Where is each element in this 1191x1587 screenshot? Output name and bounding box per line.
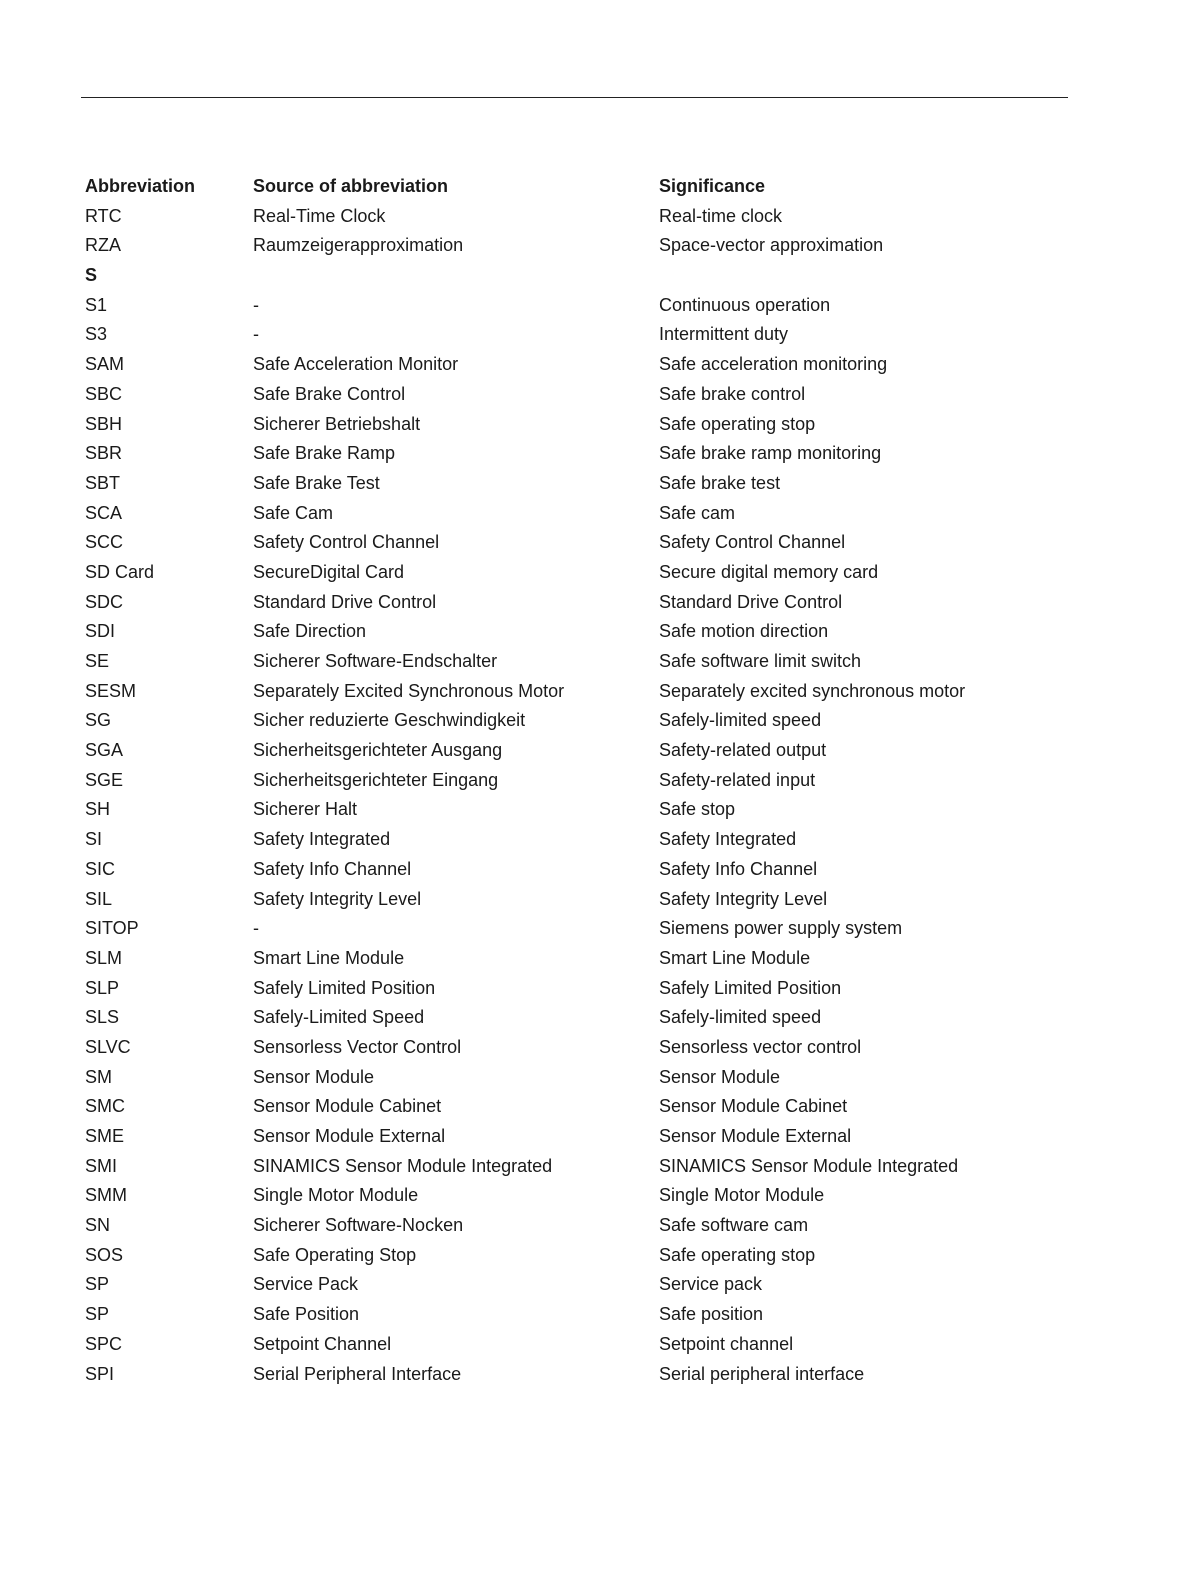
source-cell: Safe Operating Stop xyxy=(253,1244,417,1265)
source-cell: Raumzeigerapproximation xyxy=(253,235,464,256)
abbreviation-cell: SLS xyxy=(85,1007,120,1028)
table-row xyxy=(85,350,1085,380)
source-cell: Safely Limited Position xyxy=(253,977,436,998)
significance-cell: Real-time clock xyxy=(659,205,783,226)
source-cell: Safety Control Channel xyxy=(253,532,440,553)
source-cell: Safety Integrity Level xyxy=(253,888,422,909)
table-row xyxy=(85,320,1085,350)
source-cell: SecureDigital Card xyxy=(253,561,405,582)
table-row xyxy=(85,410,1085,440)
significance-cell: Sensorless vector control xyxy=(659,1036,862,1057)
abbreviation-cell: SMM xyxy=(85,1185,127,1206)
abbreviation-cell: SP xyxy=(85,1304,110,1325)
source-cell: Safe Brake Control xyxy=(253,383,406,404)
abbreviation-cell: SPC xyxy=(85,1333,123,1354)
table-row xyxy=(85,1063,1085,1093)
abbreviation-cell: SBR xyxy=(85,443,123,464)
table-row xyxy=(85,202,1085,232)
source-cell: Sicher reduzierte Geschwindigkeit xyxy=(253,710,526,731)
table-row xyxy=(85,528,1085,558)
header-source: Source of abbreviation xyxy=(253,176,449,196)
significance-cell: Space-vector approximation xyxy=(659,235,884,256)
table-row xyxy=(85,855,1085,885)
abbreviation-cell: SP xyxy=(85,1274,110,1295)
source-cell: Sicherer Software-Nocken xyxy=(253,1215,464,1236)
abbreviation-cell: SITOP xyxy=(85,918,139,939)
abbreviation-cell: SBH xyxy=(85,413,123,434)
significance-cell: Safe software limit switch xyxy=(659,651,862,671)
source-cell: SINAMICS Sensor Module Integrated xyxy=(253,1155,553,1176)
table-row xyxy=(85,1122,1085,1152)
significance-cell: Safe acceleration monitoring xyxy=(659,354,888,375)
significance-cell: Safely Limited Position xyxy=(659,977,842,998)
table-row xyxy=(85,558,1085,588)
source-cell: Safely-Limited Speed xyxy=(253,1007,425,1028)
significance-cell: Safe stop xyxy=(659,799,736,820)
source-cell: - xyxy=(253,918,259,939)
abbreviation-cell: SG xyxy=(85,710,112,731)
source-cell: Safe Brake Test xyxy=(253,472,380,493)
abbreviation-cell: SME xyxy=(85,1126,125,1146)
table-row xyxy=(85,1092,1085,1122)
significance-cell: Safe position xyxy=(659,1304,764,1325)
abbreviation-cell: RTC xyxy=(85,205,122,226)
abbreviation-cell: SIL xyxy=(85,888,113,909)
abbreviation-cell: S xyxy=(85,265,98,286)
table-row xyxy=(85,291,1085,321)
source-cell: Sensor Module External xyxy=(253,1126,446,1146)
abbreviation-cell: SOS xyxy=(85,1244,124,1265)
table-row xyxy=(85,499,1085,529)
table-row xyxy=(85,736,1085,766)
significance-cell: Safety Integrated xyxy=(659,829,797,850)
table-row xyxy=(85,1330,1085,1360)
source-cell: Sensor Module xyxy=(253,1066,375,1087)
abbreviation-cell: SI xyxy=(85,829,103,850)
significance-cell: SINAMICS Sensor Module Integrated xyxy=(659,1155,959,1176)
abbreviation-cell: SPI xyxy=(85,1363,115,1384)
source-cell: Safe Position xyxy=(253,1304,360,1325)
significance-cell: Safety Info Channel xyxy=(659,858,818,879)
table-row xyxy=(85,974,1085,1004)
significance-cell: Safety Integrity Level xyxy=(659,888,828,909)
significance-cell: Secure digital memory card xyxy=(659,561,879,582)
source-cell: Safety Integrated xyxy=(253,829,391,850)
table-row xyxy=(85,1270,1085,1300)
source-cell: Serial Peripheral Interface xyxy=(253,1363,462,1384)
source-cell: Safe Brake Ramp xyxy=(253,443,396,464)
significance-cell: Sensor Module External xyxy=(659,1126,852,1146)
source-cell: Single Motor Module xyxy=(253,1185,419,1206)
significance-cell: Safety-related input xyxy=(659,769,816,790)
abbreviation-cell: SBC xyxy=(85,383,123,404)
significance-cell: Safe motion direction xyxy=(659,621,829,642)
significance-cell: Safe operating stop xyxy=(659,1244,816,1265)
abbreviation-cell: SMI xyxy=(85,1155,118,1176)
significance-cell: Single Motor Module xyxy=(659,1185,825,1206)
table-row xyxy=(85,647,1085,677)
significance-cell: Safe brake test xyxy=(659,472,781,493)
abbreviation-cell: SLP xyxy=(85,977,120,998)
significance-cell: Sensor Module Cabinet xyxy=(659,1096,848,1117)
abbreviation-cell: SE xyxy=(85,651,110,671)
abbreviation-cell: SH xyxy=(85,799,111,820)
abbreviation-cell: SESM xyxy=(85,680,137,701)
source-cell: Sensor Module Cabinet xyxy=(253,1096,442,1117)
table-row xyxy=(85,1211,1085,1241)
significance-cell: Safely-limited speed xyxy=(659,1007,822,1028)
table-row xyxy=(85,380,1085,410)
source-cell: Safe Cam xyxy=(253,502,334,523)
significance-cell: Safety Control Channel xyxy=(659,532,846,553)
table-row xyxy=(85,1241,1085,1271)
significance-cell: Safe software cam xyxy=(659,1215,809,1236)
source-cell: Sensorless Vector Control xyxy=(253,1036,462,1057)
abbreviation-cell: SD Card xyxy=(85,561,155,582)
source-cell: Safe Acceleration Monitor xyxy=(253,354,459,375)
significance-cell: Setpoint channel xyxy=(659,1333,794,1354)
abbreviation-cell: SMC xyxy=(85,1096,125,1117)
abbreviation-cell: SGA xyxy=(85,740,124,761)
significance-cell: Intermittent duty xyxy=(659,324,789,345)
abbreviation-cell: S3 xyxy=(85,324,108,345)
section-letter-row xyxy=(85,261,1085,291)
source-cell: Standard Drive Control xyxy=(253,591,437,612)
table-row xyxy=(85,1360,1085,1390)
table-row xyxy=(85,914,1085,944)
abbreviation-cell: SLVC xyxy=(85,1036,131,1057)
table-body xyxy=(85,202,1085,1390)
source-cell: - xyxy=(253,294,259,315)
significance-cell: Safe brake ramp monitoring xyxy=(659,443,882,464)
table-row xyxy=(85,706,1085,736)
abbreviation-cell: SCC xyxy=(85,532,124,553)
significance-cell: Service pack xyxy=(659,1274,763,1295)
significance-cell: Standard Drive Control xyxy=(659,591,843,612)
significance-cell: Continuous operation xyxy=(659,294,831,315)
significance-cell: Separately excited synchronous motor xyxy=(659,680,966,701)
source-cell: Separately Excited Synchronous Motor xyxy=(253,680,565,701)
abbreviation-cell: SGE xyxy=(85,769,124,790)
abbreviation-cell: RZA xyxy=(85,235,121,256)
table-row xyxy=(85,1152,1085,1182)
table-row xyxy=(85,944,1085,974)
source-cell: Sicherheitsgerichteter Eingang xyxy=(253,769,499,790)
header-abbreviation: Abbreviation xyxy=(85,176,196,196)
abbreviation-cell: SLM xyxy=(85,947,123,968)
source-cell: Real-Time Clock xyxy=(253,205,386,226)
source-cell: Smart Line Module xyxy=(253,947,405,968)
table-row xyxy=(85,795,1085,825)
source-cell: - xyxy=(253,324,259,345)
abbreviation-cell: S1 xyxy=(85,294,108,315)
source-cell: Sicherer Betriebshalt xyxy=(253,413,421,434)
table-row xyxy=(85,677,1085,707)
table-row xyxy=(85,1300,1085,1330)
significance-cell: Siemens power supply system xyxy=(659,918,903,939)
table-row xyxy=(85,1181,1085,1211)
source-cell: Safe Direction xyxy=(253,621,367,642)
source-cell: Sicherer Software-Endschalter xyxy=(253,651,498,671)
header-divider xyxy=(81,97,1068,98)
table-row xyxy=(85,825,1085,855)
abbreviation-cell: SM xyxy=(85,1066,112,1087)
significance-cell: Smart Line Module xyxy=(659,947,811,968)
abbreviation-cell: SCA xyxy=(85,502,123,523)
source-cell: Safety Info Channel xyxy=(253,858,412,879)
significance-cell: Safe operating stop xyxy=(659,413,816,434)
abbreviation-cell: SIC xyxy=(85,858,116,879)
table-row xyxy=(85,885,1085,915)
table-row xyxy=(85,231,1085,261)
significance-cell: Safe cam xyxy=(659,502,736,523)
table-row xyxy=(85,1033,1085,1063)
abbreviation-cell: SBT xyxy=(85,472,121,493)
table-row xyxy=(85,1003,1085,1033)
table-header-row xyxy=(85,172,1085,202)
table-row xyxy=(85,588,1085,618)
table-row xyxy=(85,617,1085,647)
source-cell: Service Pack xyxy=(253,1274,359,1295)
abbreviation-cell: SAM xyxy=(85,354,125,375)
significance-cell: Serial peripheral interface xyxy=(659,1363,865,1384)
significance-cell: Safe brake control xyxy=(659,383,806,404)
table-row xyxy=(85,766,1085,796)
source-cell: Setpoint Channel xyxy=(253,1333,392,1354)
abbreviation-cell: SDI xyxy=(85,621,116,642)
abbreviation-cell: SDC xyxy=(85,591,124,612)
abbreviation-table xyxy=(85,172,1085,1389)
significance-cell: Safely-limited speed xyxy=(659,710,822,731)
significance-cell: Sensor Module xyxy=(659,1066,781,1087)
abbreviation-cell: SN xyxy=(85,1215,111,1236)
header-significance: Significance xyxy=(659,176,766,196)
table-row xyxy=(85,439,1085,469)
table-row xyxy=(85,469,1085,499)
source-cell: Sicherheitsgerichteter Ausgang xyxy=(253,740,503,761)
significance-cell: Safety-related output xyxy=(659,740,827,761)
source-cell: Sicherer Halt xyxy=(253,799,358,820)
